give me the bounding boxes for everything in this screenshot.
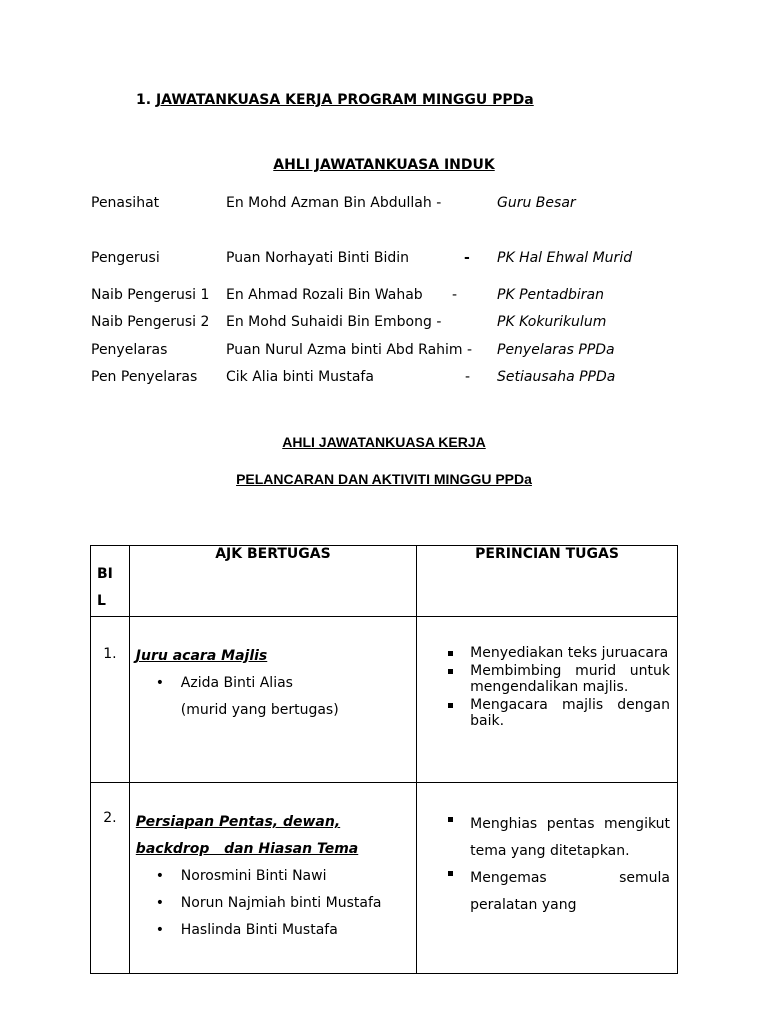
committee-row-pengerusi bbox=[91, 250, 691, 270]
committee-row-naib-2 bbox=[91, 314, 691, 334]
task-list bbox=[447, 645, 670, 729]
list-item: • Azida Binti Alias bbox=[136, 670, 410, 697]
title-text: JAWATANKUASA KERJA PROGRAM MINGGU PPDa bbox=[155, 92, 534, 108]
ajk-cell bbox=[129, 783, 416, 974]
table-row bbox=[91, 783, 678, 974]
title-number: 1. bbox=[136, 92, 152, 108]
role-title: Pen Penyelaras bbox=[91, 369, 198, 385]
separator-dash: - bbox=[464, 250, 470, 266]
role-title: Naib Pengerusi 2 bbox=[91, 314, 210, 330]
list-item: • Haslinda Binti Mustafa bbox=[136, 917, 410, 944]
tugas-cell bbox=[417, 783, 678, 974]
ajk-cell bbox=[129, 617, 416, 783]
member-name: Puan Norhayati Binti Bidin bbox=[226, 250, 410, 266]
committee-row-penasihat bbox=[91, 195, 691, 215]
role-title: Penasihat bbox=[91, 195, 160, 211]
separator-dash: - bbox=[452, 287, 458, 303]
header-ajk: AJK BERTUGAS bbox=[129, 546, 416, 617]
member-position: PK Kokurikulum bbox=[497, 314, 607, 330]
member-name: En Ahmad Rozali Bin Wahab bbox=[226, 287, 423, 303]
member-position: PK Pentadbiran bbox=[497, 287, 604, 303]
member-position: Guru Besar bbox=[497, 195, 576, 211]
role-title: Pengerusi bbox=[91, 250, 160, 266]
duty-table bbox=[90, 545, 678, 974]
list-item: Menghias pentas mengikut tema yang ditetapkan. bbox=[447, 811, 670, 865]
list-item: Membimbing murid untuk mengendalikan majlis. bbox=[447, 663, 670, 695]
member-list bbox=[136, 863, 410, 944]
role-title: Naib Pengerusi 1 bbox=[91, 287, 210, 303]
list-item: Mengacara majlis dengan baik. bbox=[447, 697, 670, 729]
list-item: Menyediakan teks juruacara bbox=[447, 645, 670, 661]
header-bil bbox=[91, 546, 130, 617]
table-row bbox=[91, 617, 678, 783]
member-name: En Mohd Azman Bin Abdullah - bbox=[226, 195, 442, 211]
member-note: (murid yang bertugas) bbox=[180, 702, 339, 718]
list-item: • Norun Najmiah binti Mustafa bbox=[136, 890, 410, 917]
duty-title-line2: backdrop dan Hiasan Tema bbox=[135, 841, 359, 857]
member-position: Setiausaha PPDa bbox=[497, 369, 616, 385]
header-bil-line1: BI bbox=[97, 566, 113, 582]
header-bil-line2: L bbox=[97, 593, 106, 609]
member-name: Cik Alia binti Mustafa bbox=[226, 369, 374, 385]
member-position: Penyelaras PPDa bbox=[497, 342, 615, 358]
row-number: 1. bbox=[91, 617, 130, 783]
member-position: PK Hal Ehwal Murid bbox=[497, 250, 633, 266]
table-header-row bbox=[91, 546, 678, 617]
kerja-subheading: PELANCARAN DAN AKTIVITI MINGGU PPDa bbox=[236, 471, 532, 487]
header-tugas: PERINCIAN TUGAS bbox=[417, 546, 678, 617]
kerja-heading: AHLI JAWATANKUASA KERJA bbox=[282, 434, 486, 450]
duty-title: Juru acara Majlis bbox=[135, 648, 268, 664]
task-list bbox=[447, 811, 670, 919]
member-name: En Mohd Suhaidi Bin Embong - bbox=[226, 314, 442, 330]
member-list bbox=[136, 670, 410, 697]
induk-heading: AHLI JAWATANKUASA INDUK bbox=[273, 157, 495, 173]
row-number: 2. bbox=[91, 783, 130, 974]
separator-dash: - bbox=[465, 369, 471, 385]
list-item: • Norosmini Binti Nawi bbox=[136, 863, 410, 890]
member-name: Puan Nurul Azma binti Abd Rahim - bbox=[226, 342, 473, 358]
tugas-cell bbox=[417, 617, 678, 783]
committee-row-naib-1 bbox=[91, 287, 691, 307]
committee-row-penyelaras bbox=[91, 342, 691, 362]
document-title bbox=[136, 92, 534, 108]
list-item: Mengemas semula peralatan yang bbox=[447, 865, 670, 919]
role-title: Penyelaras bbox=[91, 342, 168, 358]
duty-title-line1: Persiapan Pentas, dewan, bbox=[135, 814, 341, 830]
committee-row-pen-penyelaras bbox=[91, 369, 691, 389]
